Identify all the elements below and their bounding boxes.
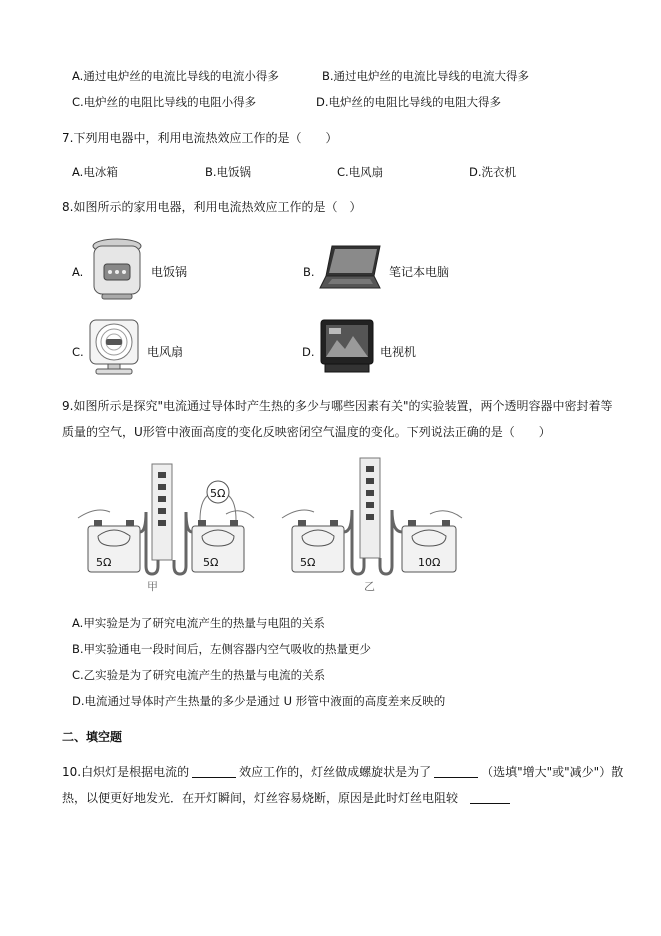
q10-blank-2[interactable] xyxy=(434,765,478,778)
q8-letter-d: D. xyxy=(302,345,315,359)
q8-label-a: 电饭锅 xyxy=(151,265,188,279)
q9-option-c: C.乙实验是为了研究电流产生的热量与电流的关系 xyxy=(72,668,326,682)
q9-option-a: A.甲实验是为了研究电流产生的热量与电阻的关系 xyxy=(72,616,325,630)
q6-option-d: D.电炉丝的电阻比导线的电阻大得多 xyxy=(316,95,502,109)
fig-yi-caption: 乙 xyxy=(364,580,375,593)
section-title: 二、填空题 xyxy=(62,730,123,744)
q8-letter-a: A. xyxy=(72,265,84,279)
fig-jia-caption: 甲 xyxy=(147,580,158,593)
q9-option-b: B.甲实验通电一段时间后，左侧容器内空气吸收的热量更少 xyxy=(72,642,372,656)
q10-line2 xyxy=(62,790,513,806)
q10-part1: 10.白炽灯是根据电流的 xyxy=(62,765,190,779)
q8-letter-b: B. xyxy=(303,265,315,279)
q6-option-c: C.电炉丝的电阻比导线的电阻小得多 xyxy=(72,95,257,109)
q10-part2: 效应工作的，灯丝做成螺旋状是为了 xyxy=(239,765,432,779)
q7-option-b: B.电饭锅 xyxy=(205,165,252,179)
q10-part3: （选填"增大"或"减少"）散 xyxy=(481,765,624,779)
q9-option-d: D.电流通过导体时产生热量的多少是通过 U 形管中液面的高度差来反映的 xyxy=(72,694,446,708)
fig-yi-left-resistor: 5Ω xyxy=(300,556,316,569)
q8-label-d: 电视机 xyxy=(380,345,417,359)
q10-line1 xyxy=(62,764,623,780)
fig-jia-left-resistor: 5Ω xyxy=(96,556,112,569)
q7-option-d: D.洗衣机 xyxy=(469,165,517,179)
q9-stem-line2: 质量的空气，U形管中液面高度的变化反映密闭空气温度的变化。下列说法正确的是（ ） xyxy=(62,425,551,439)
q10-line2-text: 热，以便更好地发光．在开灯瞬间，灯丝容易烧断，原因是此时灯丝电阻较 xyxy=(62,791,459,805)
q7-option-a: A.电冰箱 xyxy=(72,165,118,179)
q6-option-a: A.通过电炉丝的电流比导线的电流小得多 xyxy=(72,69,279,83)
q10-blank-3[interactable] xyxy=(470,791,510,804)
q7-stem: 7.下列用电器中，利用电流热效应工作的是（ ） xyxy=(62,131,338,145)
q8-label-b: 笔记本电脑 xyxy=(389,265,450,279)
laptop-icon xyxy=(318,242,384,294)
electric-fan-icon xyxy=(86,316,142,378)
rice-cooker-icon xyxy=(88,236,146,304)
fig-yi-right-resistor: 10Ω xyxy=(418,556,441,569)
fig-jia-mid-resistor: 5Ω xyxy=(210,487,226,500)
q8-label-c: 电风扇 xyxy=(147,345,184,359)
q7-option-c: C.电风扇 xyxy=(337,165,384,179)
q9-stem-line1: 9.如图所示是探究"电流通过导体时产生热的多少与哪些因素有关"的实验装置，两个透明容器中密封着等 xyxy=(62,399,613,413)
fig-jia-right-resistor: 5Ω xyxy=(203,556,219,569)
q6-option-b: B.通过电炉丝的电流比导线的电流大得多 xyxy=(322,69,530,83)
q8-stem: 8.如图所示的家用电器，利用电流热效应工作的是（ ） xyxy=(62,200,362,214)
q10-blank-1[interactable] xyxy=(192,765,236,778)
q8-letter-c: C. xyxy=(72,345,84,359)
television-icon xyxy=(317,316,377,378)
